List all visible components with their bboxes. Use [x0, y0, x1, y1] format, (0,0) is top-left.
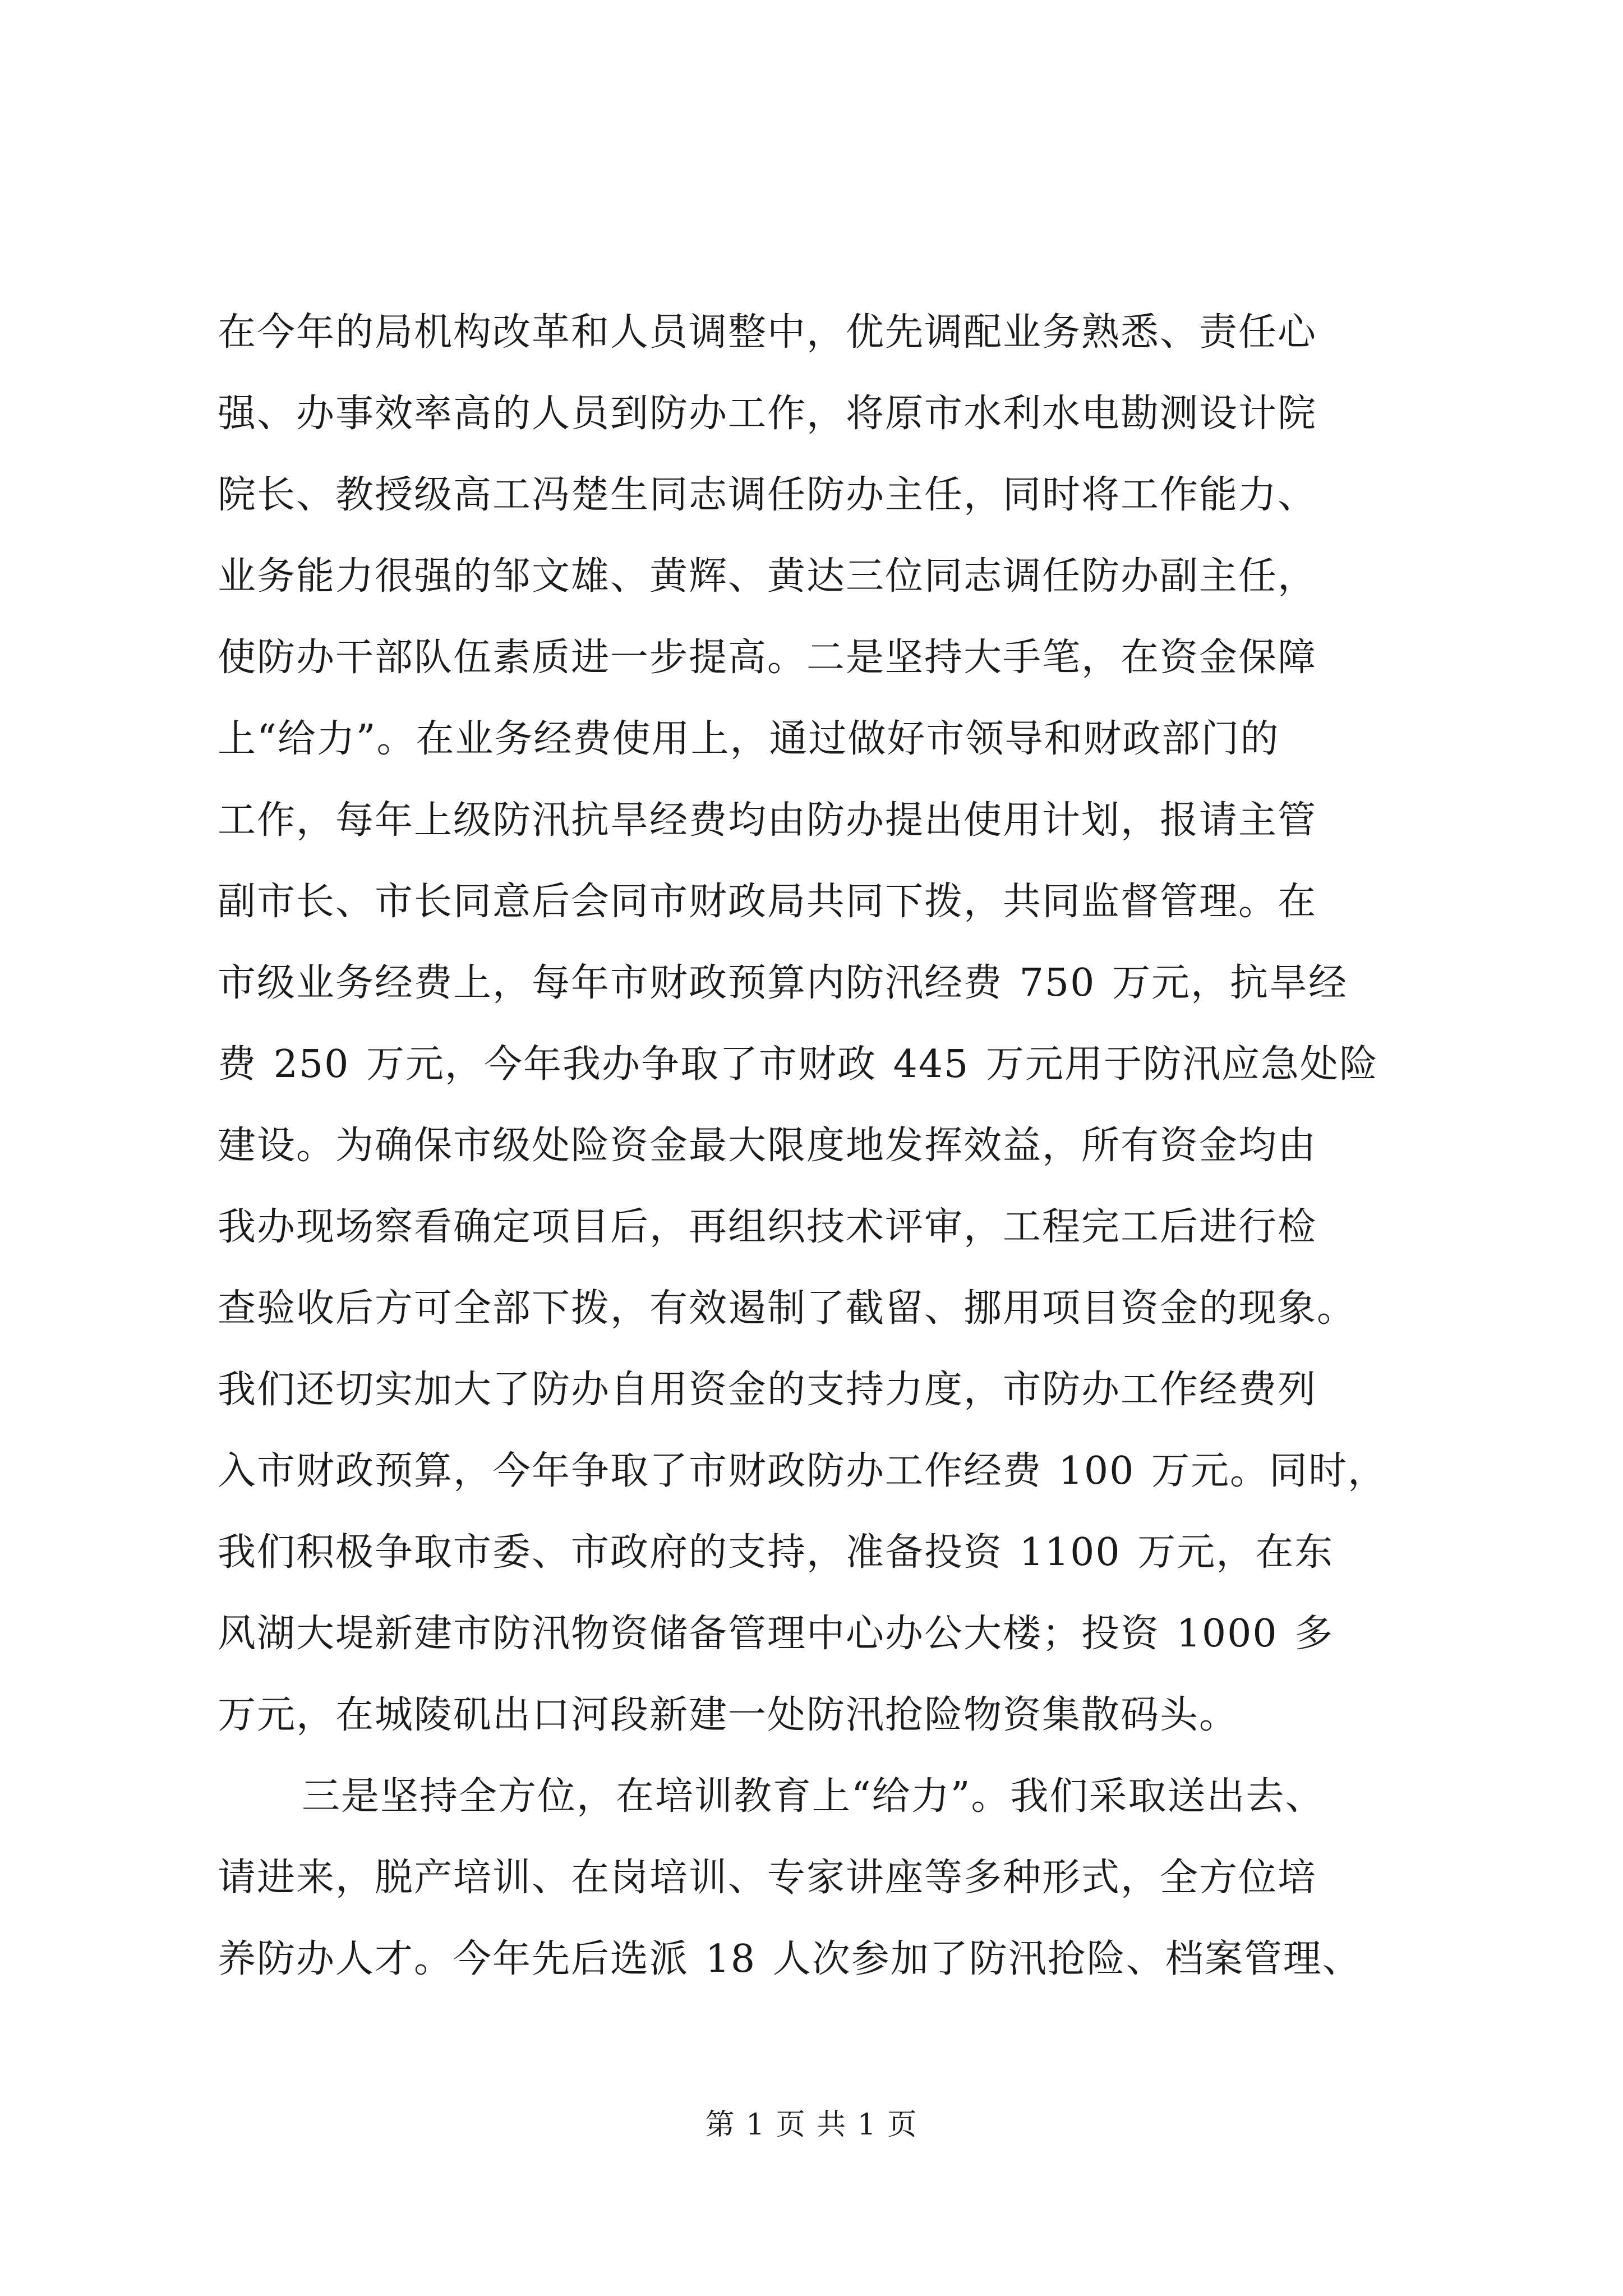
text-line: 在今年的局机构改革和人员调整中，优先调配业务熟悉、责任心 — [218, 310, 1317, 355]
text-line: 院长、教授级高工冯楚生同志调任防办主任，同时将工作能力、 — [218, 473, 1317, 517]
text-line: 工作，每年上级防汛抗旱经费均由防办提出使用计划，报请主管 — [218, 798, 1317, 843]
text-line: 养防办人才。今年先后选派 18 人次参加了防汛抢险、档案管理、 — [218, 1937, 1362, 1981]
text-line: 我办现场察看确定项目后，再组织技术评审，工程完工后进行检 — [218, 1205, 1317, 1249]
text-line: 强、办事效率高的人员到防办工作，将原市水利水电勘测设计院 — [218, 392, 1317, 436]
text-line: 市级业务经费上，每年市财政预算内防汛经费 750 万元，抗旱经 — [218, 961, 1348, 1005]
text-line: 上“给力”。在业务经费使用上，通过做好市领导和财政部门的 — [218, 717, 1280, 761]
document-body — [218, 292, 1429, 2000]
text-line: 风湖大堤新建市防汛物资储备管理中心办公大楼；投资 1000 多 — [218, 1612, 1334, 1656]
text-line: 业务能力很强的邹文雄、黄辉、黄达三位同志调任防办副主任， — [218, 554, 1317, 599]
text-line: 我们还切实加大了防办自用资金的支持力度，市防办工作经费列 — [218, 1368, 1317, 1412]
text-line: 费 250 万元，今年我办争取了市财政 445 万元用于防汛应急处险 — [218, 1042, 1379, 1087]
text-line: 请进来，脱产培训、在岗培训、专家讲座等多种形式，全方位培 — [218, 1856, 1317, 1900]
text-line: 使防办干部队伍素质进一步提高。二是坚持大手笔，在资金保障 — [218, 636, 1317, 680]
text-line: 我们积极争取市委、市政府的支持，准备投资 1100 万元，在东 — [218, 1530, 1334, 1575]
text-line: 查验收后方可全部下拨，有效遏制了截留、挪用项目资金的现象。 — [218, 1286, 1357, 1331]
text-line: 副市长、市长同意后会同市财政局共同下拨，共同监督管理。在 — [218, 880, 1317, 924]
page-number-footer: 第 1 页 共 1 页 — [705, 2108, 918, 2142]
text-line: 万元，在城陵矶出口河段新建一处防汛抢险物资集散码头。 — [218, 1693, 1239, 1737]
text-line: 入市财政预算，今年争取了市财政防办工作经费 100 万元。同时， — [218, 1449, 1387, 1493]
paragraph-start-line: 三是坚持全方位，在培训教育上“给力”。我们采取送出去、 — [302, 1774, 1325, 1819]
text-line: 建设。为确保市级处险资金最大限度地发挥效益，所有资金均由 — [218, 1124, 1317, 1168]
